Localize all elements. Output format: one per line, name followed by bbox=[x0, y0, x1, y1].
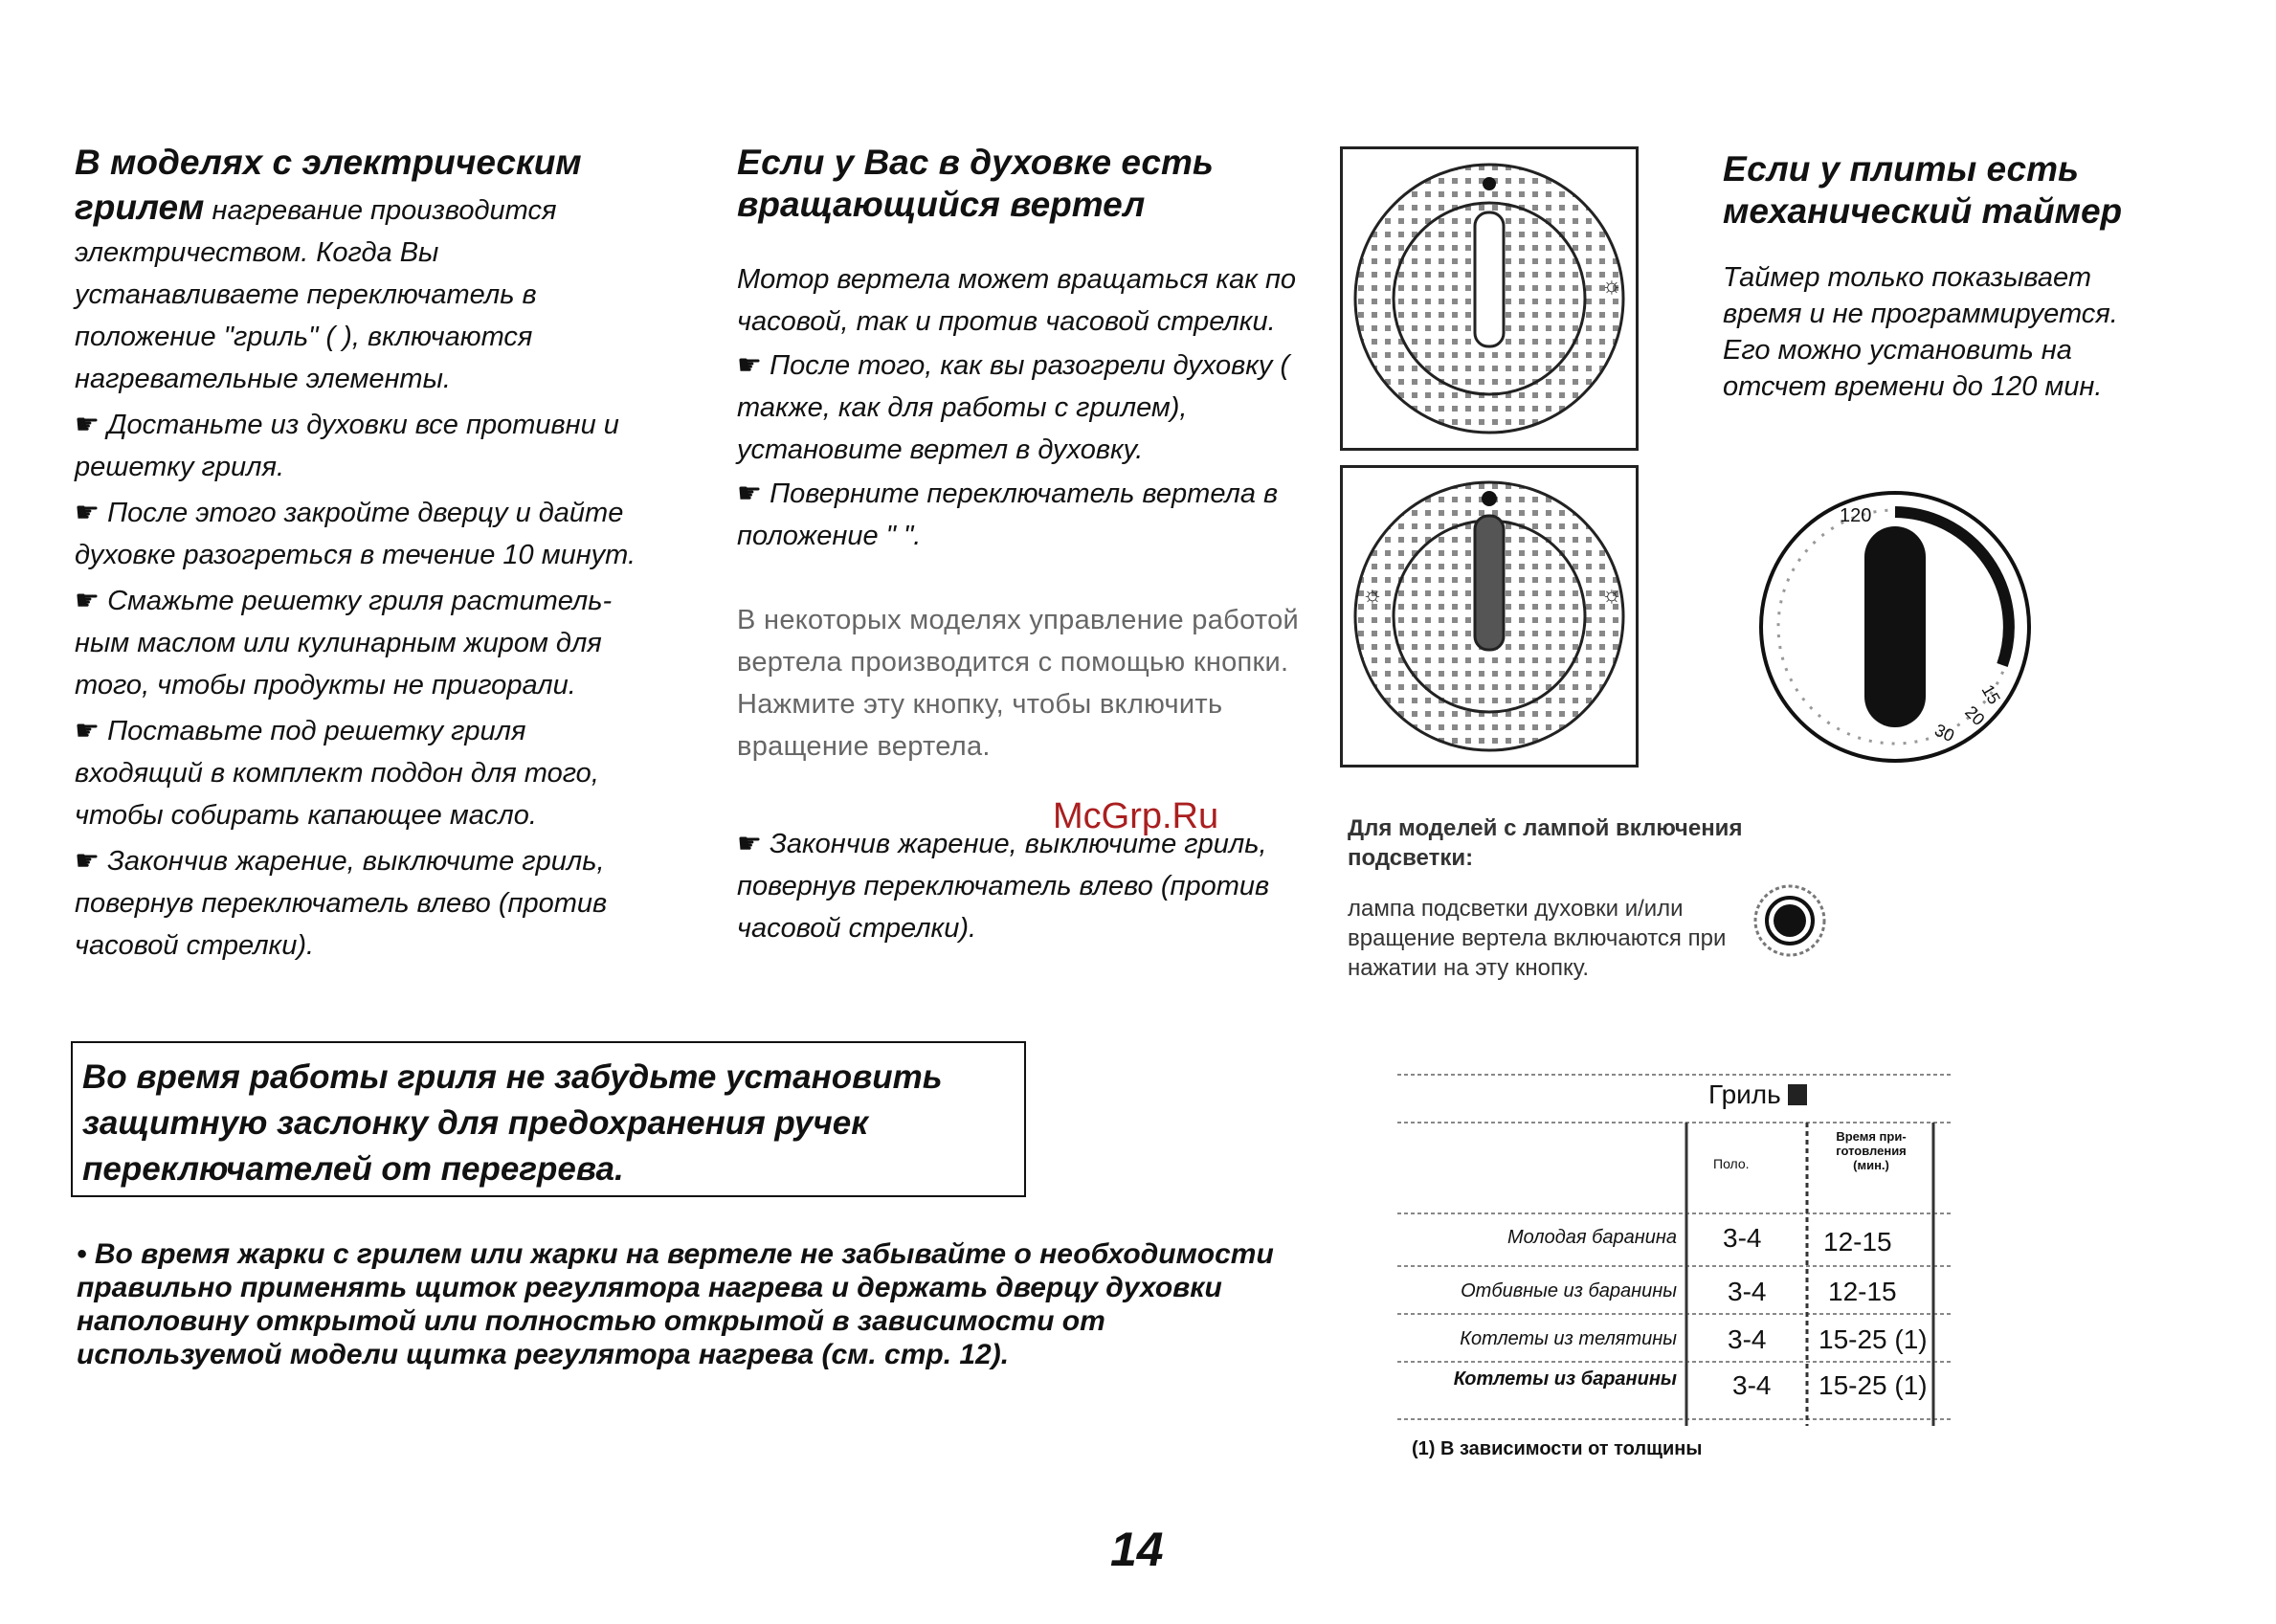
grill-table bbox=[1397, 1070, 1952, 1472]
row-4-name: Котлеты из баранины bbox=[1453, 1368, 1677, 1390]
timer-label-120: 120 bbox=[1840, 505, 1872, 526]
table-footnote: (1) В зависимости от толщины bbox=[1412, 1438, 1703, 1459]
intro-paragraph bbox=[75, 142, 658, 400]
column-rotisserie bbox=[737, 142, 1311, 951]
timer-heading: Если у плиты есть механический таймер bbox=[1723, 149, 2123, 231]
rotisserie-knob-icon bbox=[1343, 468, 1636, 765]
row-2-time: 12-15 bbox=[1828, 1277, 1897, 1306]
step-2: ☛ После этого закройте дверцу и дайте духовке разогреться в течение 10 минут. bbox=[75, 492, 658, 576]
step-4: ☛ Поставьте под решетку гриля входящий в комплект поддон для того, чтобы собирать капающее масло. bbox=[75, 710, 658, 836]
rotisserie-step-2: ☛ Поверните переключатель вертела в положение " ". bbox=[737, 473, 1311, 557]
column-electric-grill bbox=[75, 142, 658, 970]
row-1-time: 12-15 bbox=[1823, 1227, 1892, 1257]
page-number: 14 bbox=[1110, 1523, 1164, 1576]
row-4-time: 15-25 (1) bbox=[1819, 1370, 1928, 1400]
lamp-title: Для моделей с лампой включения подсветки: bbox=[1348, 815, 1743, 871]
watermark: McGrp.Ru bbox=[1053, 796, 1219, 836]
column-timer bbox=[1723, 148, 2163, 405]
rotisserie-intro: Мотор вертела может вращаться как по часовой, так и против часовой стрелки. bbox=[737, 264, 1297, 337]
row-4-level: 3-4 bbox=[1732, 1370, 1772, 1400]
lamp-button-icon bbox=[1752, 882, 1828, 959]
intro-lead: В моделях с электрическим грилем bbox=[75, 143, 582, 227]
timer-label-15: 15 bbox=[1977, 681, 2004, 708]
grill-knob-icon bbox=[1343, 149, 1636, 448]
step-3: ☛ Смажьте решетку гриля раститель-ным маслом или кулинарным жиром для того, чтобы продукты не пригорали. bbox=[75, 580, 658, 706]
timer-dial-icon bbox=[1752, 483, 2039, 770]
rotisserie-button-note: В некоторых моделях управление работой вертела производится с помощью кнопки. Нажмите эту кнопку, чтобы включить вращение вертела. bbox=[737, 605, 1300, 762]
row-2-level: 3-4 bbox=[1728, 1277, 1767, 1306]
intro-text: нагревание производится электричеством. Когда Вы устанавливаете переключатель в положение "гриль" ( ), включаются нагревательные элементы. bbox=[75, 195, 557, 394]
row-2-name: Отбивные из баранины bbox=[1461, 1280, 1677, 1301]
timer-text: Таймер только показывает время и не программируется. Его можно установить на отсчет времени до 120 мин. bbox=[1723, 262, 2118, 402]
svg-text:☼: ☼ bbox=[1601, 582, 1622, 608]
rotisserie-step-1: ☛ После того, как вы разогрели духовку ( также, как для работы с грилем), установите вертел в духовку. bbox=[737, 345, 1311, 471]
col-header-time: Время при- готовления (мин.) bbox=[1836, 1129, 1907, 1172]
row-3-time: 15-25 (1) bbox=[1819, 1324, 1928, 1354]
timer-label-30: 30 bbox=[1931, 720, 1957, 746]
bottom-note: • Во время жарки с грилем или жарки на вертеле не забывайте о необходимости правильно применять щиток регулятора нагрева и держать дверцу духовки наполовину открытой или полностью открытой в зависимости от используемой модели щитка регулятора нагрева (см. стр. 12). bbox=[77, 1238, 1274, 1370]
rotisserie-knob-illustration bbox=[1340, 465, 1639, 768]
mechanical-timer-illustration bbox=[1752, 483, 2039, 770]
timer-label-20: 20 bbox=[1961, 701, 1989, 729]
lamp-text: лампа подсветки духовки и/или вращение вертела включаются при нажатии на эту кнопку. bbox=[1348, 896, 1727, 981]
row-1-name: Молодая баранина bbox=[1506, 1227, 1677, 1248]
lamp-button-illustration bbox=[1752, 882, 1828, 959]
row-3-name: Котлеты из телятины bbox=[1460, 1328, 1677, 1349]
col-header-level: Поло. bbox=[1713, 1156, 1750, 1171]
svg-text:☼: ☼ bbox=[1362, 582, 1383, 608]
svg-text:☼: ☼ bbox=[1601, 273, 1622, 299]
rotisserie-heading: Если у Вас в духовке есть вращающийся вертел bbox=[737, 143, 1214, 224]
step-5: ☛ Закончив жарение, выключите гриль, повернув переключатель влево (против часовой стрелки). bbox=[75, 840, 658, 967]
row-3-level: 3-4 bbox=[1728, 1324, 1767, 1354]
grill-knob-illustration bbox=[1340, 146, 1639, 451]
row-1-level: 3-4 bbox=[1723, 1223, 1762, 1253]
table-title: Гриль bbox=[1708, 1079, 1781, 1109]
warning-box: Во время работы гриля не забудьте установить защитную заслонку для предохранения ручек переключателей от перегрева. bbox=[71, 1041, 1026, 1197]
rotisserie-finish: ☛ Закончив жарение, выключите гриль, повернув переключатель влево (против часовой стрелки). bbox=[737, 823, 1311, 949]
step-1: ☛ Достаньте из духовки все противни и решетку гриля. bbox=[75, 404, 658, 488]
